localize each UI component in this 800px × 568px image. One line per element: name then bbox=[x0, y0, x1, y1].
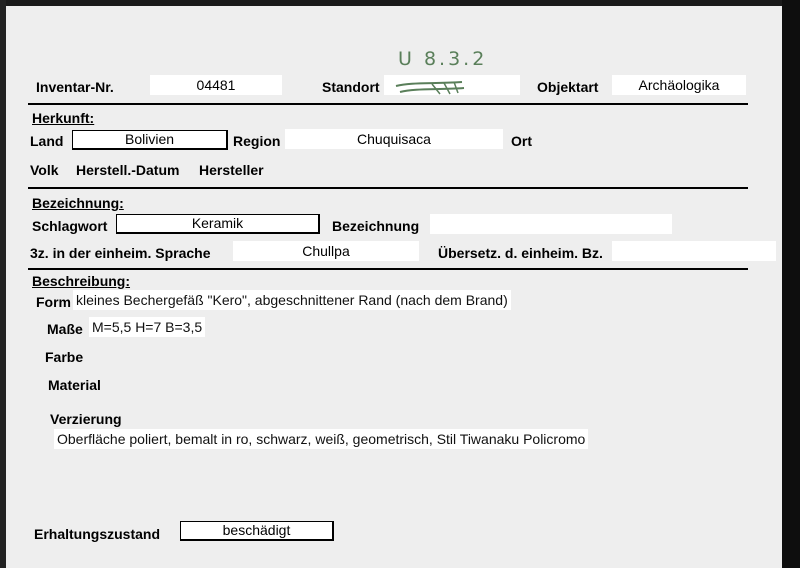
bezeichnung-label: Bezeichnung bbox=[332, 218, 420, 234]
bezeichnung-field[interactable] bbox=[430, 214, 672, 234]
hersteller-label: Hersteller bbox=[199, 162, 264, 178]
masse-field[interactable]: M=5,5 H=7 B=3,5 bbox=[89, 317, 205, 337]
section-divider bbox=[28, 268, 748, 270]
scan-edge-top bbox=[0, 0, 782, 6]
region-field[interactable]: Chuquisaca bbox=[285, 129, 503, 149]
herkunft-section-title: Herkunft: bbox=[32, 110, 95, 126]
standort-label: Standort bbox=[322, 79, 380, 95]
verzierung-field[interactable]: Oberfläche poliert, bemalt in ro, schwarz, weiß, geometrisch, Stil Tiwanaku Policromo bbox=[54, 429, 588, 449]
masse-label: Maße bbox=[47, 321, 83, 337]
crossed-out-scribble bbox=[392, 78, 470, 100]
erhaltungszustand-field[interactable]: beschädigt bbox=[180, 521, 334, 541]
herstell-datum-label: Herstell.-Datum bbox=[76, 162, 180, 178]
land-label: Land bbox=[30, 133, 64, 149]
beschreibung-section-title: Beschreibung: bbox=[32, 273, 131, 289]
standort-handwritten-note: U 8.3.2 bbox=[398, 48, 488, 70]
inventar-field[interactable]: 04481 bbox=[150, 75, 282, 95]
section-divider bbox=[28, 103, 748, 105]
section-divider bbox=[28, 187, 748, 189]
uebersetzung-label: Übersetz. d. einheim. Bz. bbox=[438, 245, 603, 261]
inventar-label: Inventar-Nr. bbox=[36, 79, 114, 95]
volk-label: Volk bbox=[30, 162, 59, 178]
erhaltungszustand-label: Erhaltungszustand bbox=[34, 526, 161, 542]
schlagwort-field[interactable]: Keramik bbox=[116, 214, 320, 234]
einheim-sprache-field[interactable]: Chullpa bbox=[233, 241, 419, 261]
land-field[interactable]: Bolivien bbox=[72, 130, 228, 150]
form-field[interactable]: kleines Bechergefäß "Kero", abgeschnittener Rand (nach dem Brand) bbox=[73, 290, 511, 310]
farbe-label: Farbe bbox=[45, 349, 84, 365]
form-label: Form bbox=[36, 294, 71, 310]
region-label: Region bbox=[233, 133, 281, 149]
objektart-label: Objektart bbox=[537, 79, 599, 95]
scan-edge-right bbox=[782, 0, 800, 568]
objektart-field[interactable]: Archäologika bbox=[612, 75, 746, 95]
uebersetzung-field[interactable] bbox=[612, 241, 776, 261]
einheim-sprache-label: 3z. in der einheim. Sprache bbox=[30, 245, 211, 261]
verzierung-label: Verzierung bbox=[50, 411, 122, 427]
schlagwort-label: Schlagwort bbox=[32, 218, 108, 234]
material-label: Material bbox=[48, 377, 101, 393]
bezeichnung-section-title: Bezeichnung: bbox=[32, 195, 124, 211]
scan-edge-left bbox=[0, 0, 6, 568]
ort-label: Ort bbox=[511, 133, 532, 149]
